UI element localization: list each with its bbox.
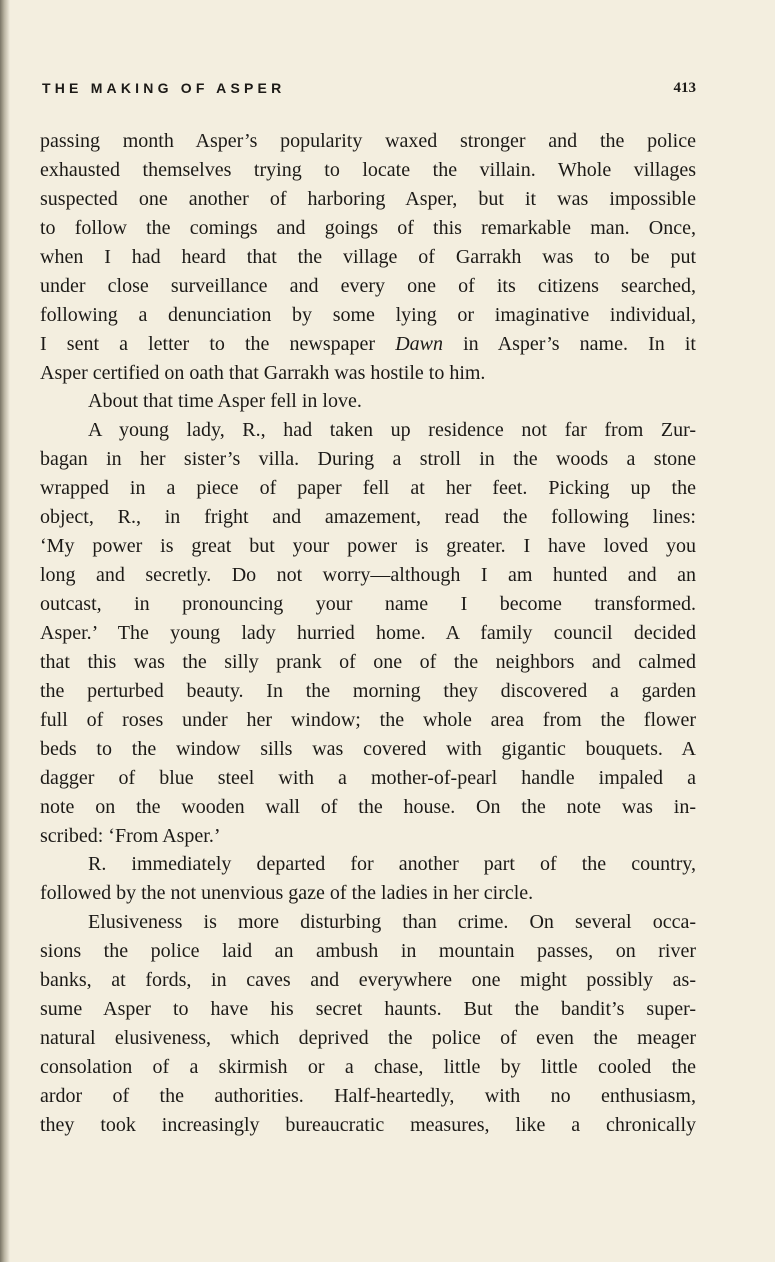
text-line	[40, 966, 696, 995]
text-line	[40, 561, 696, 590]
line-text: object, R., in fright and amazement, read the following lines:	[40, 506, 696, 529]
line-text: to follow the comings and goings of this remarkable man. Once,	[40, 216, 696, 239]
text-line	[40, 850, 696, 879]
book-spine-shadow	[0, 0, 10, 1262]
text-line	[40, 677, 696, 706]
line-text: Asper certified on oath that Garrakh was hostile to him.	[40, 361, 486, 384]
line-text: A young lady, R., had taken up residence not far from Zur-	[88, 419, 696, 442]
line-text: About that time Asper fell in love.	[88, 390, 362, 413]
text-line	[40, 1053, 696, 1082]
text-line	[40, 416, 696, 445]
text-line	[40, 735, 696, 764]
text-line	[40, 330, 696, 359]
text-line	[40, 1024, 696, 1053]
running-head: THE MAKING OF ASPER	[42, 80, 286, 96]
text-line	[40, 619, 696, 648]
text-line	[40, 908, 696, 937]
text-line	[40, 503, 696, 532]
line-text: long and secretly. Do not worry—although I am hunted and an	[40, 564, 696, 587]
line-text: ardor of the authorities. Half-heartedly, with no enthusiasm,	[40, 1084, 696, 1107]
line-text: following a denunciation by some lying or imaginative individual,	[40, 303, 696, 326]
line-text: the perturbed beauty. In the morning they discovered a garden	[40, 679, 696, 702]
text-line	[40, 995, 696, 1024]
text-line	[40, 648, 696, 677]
text-line	[40, 822, 696, 851]
text-line	[40, 590, 696, 619]
text-line	[40, 359, 696, 388]
line-text: Asper.’ The young lady hurried home. A family council decided	[40, 621, 696, 644]
line-text: Elusiveness is more disturbing than crime. On several occa-	[88, 911, 696, 934]
line-text: followed by the not unenvious gaze of the ladies in her circle.	[40, 882, 534, 905]
line-text: bagan in her sister’s villa. During a stroll in the woods a stone	[40, 448, 696, 471]
text-line	[40, 156, 696, 185]
line-text: sume Asper to have his secret haunts. But the bandit’s super-	[40, 998, 696, 1021]
page-header	[42, 78, 696, 102]
line-text-continued: in Asper’s name. In it	[443, 332, 696, 355]
text-line	[40, 937, 696, 966]
line-text: wrapped in a piece of paper fell at her feet. Picking up the	[40, 477, 696, 500]
text-line	[40, 214, 696, 243]
page-number: 413	[673, 80, 696, 96]
line-text: suspected one another of harboring Asper, but it was impossible	[40, 187, 696, 210]
text-line	[40, 793, 696, 822]
line-text: banks, at fords, in caves and everywhere one might possibly as-	[40, 969, 696, 992]
line-text: exhausted themselves trying to locate the villain. Whole villages	[40, 158, 696, 181]
text-line	[40, 1082, 696, 1111]
text-line	[40, 532, 696, 561]
line-text: that this was the silly prank of one of the neighbors and calmed	[40, 650, 696, 673]
body-text	[40, 127, 696, 1140]
text-line	[40, 879, 696, 908]
line-text: outcast, in pronouncing your name I become transformed.	[40, 593, 696, 615]
line-text: R. immediately departed for another part of the country,	[88, 853, 696, 876]
line-text: beds to the window sills was covered with gigantic bouquets. A	[40, 737, 696, 760]
line-text: passing month Asper’s popularity waxed stronger and the police	[40, 130, 696, 152]
line-text: ‘My power is great but your power is greater. I have loved you	[40, 535, 696, 558]
text-line	[40, 387, 696, 416]
line-text: under close surveillance and every one of its citizens searched,	[40, 274, 696, 297]
newspaper-title: Dawn	[395, 332, 443, 355]
text-line	[40, 301, 696, 330]
text-line	[40, 764, 696, 793]
line-text: when I had heard that the village of Garrakh was to be put	[40, 245, 696, 268]
text-line	[40, 243, 696, 272]
text-line	[40, 272, 696, 301]
line-text: I sent a letter to the newspaper	[40, 332, 396, 355]
text-line	[40, 445, 696, 474]
text-line	[40, 474, 696, 503]
line-text: dagger of blue steel with a mother-of-pearl handle impaled a	[40, 766, 696, 789]
text-line	[40, 1111, 696, 1140]
line-text: full of roses under her window; the whole area from the flower	[40, 708, 696, 731]
text-line	[40, 706, 696, 735]
line-text: sions the police laid an ambush in mountain passes, on river	[40, 940, 696, 963]
line-text: consolation of a skirmish or a chase, little by little cooled the	[40, 1056, 696, 1078]
line-text: they took increasingly bureaucratic measures, like a chronically	[40, 1113, 696, 1136]
line-text: scribed: ‘From Asper.’	[40, 824, 221, 847]
line-text: note on the wooden wall of the house. On the note was in-	[40, 795, 696, 818]
text-line	[40, 127, 696, 156]
line-text: natural elusiveness, which deprived the police of even the meager	[40, 1027, 696, 1050]
text-line	[40, 185, 696, 214]
